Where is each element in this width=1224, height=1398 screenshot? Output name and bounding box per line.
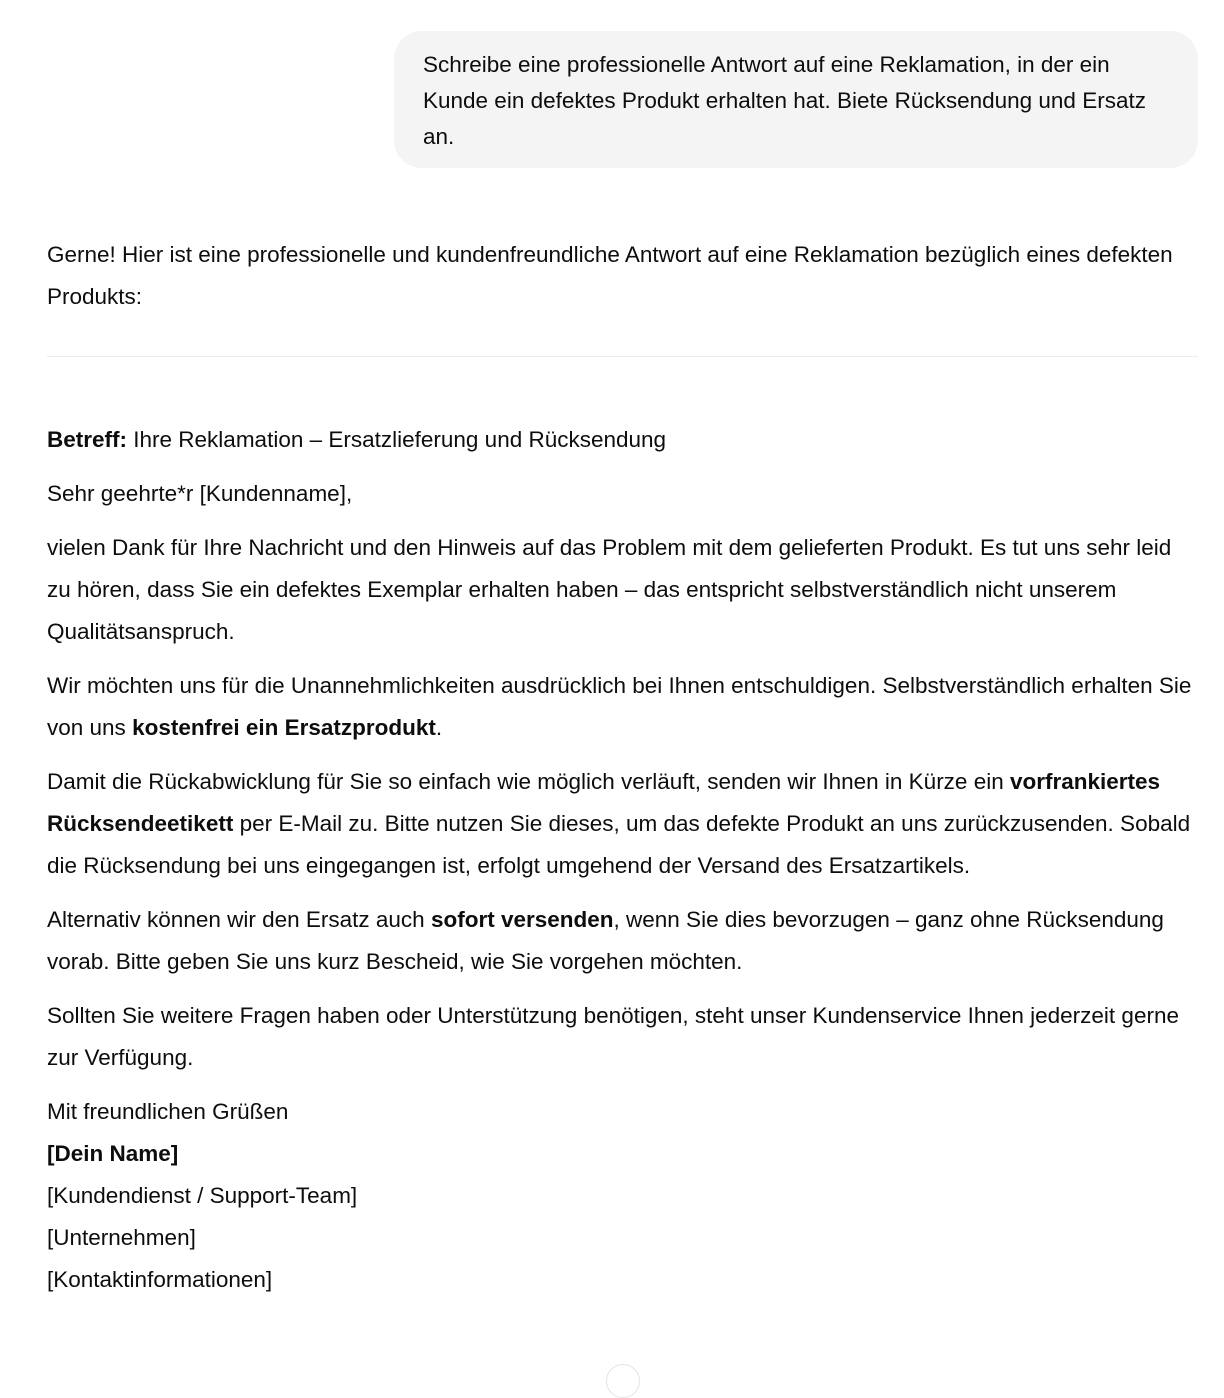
- subject-text: Ihre Reklamation – Ersatzlieferung und Rücksendung: [127, 427, 667, 452]
- signature-contact: [Kontaktinformationen]: [47, 1267, 273, 1292]
- closing-line: Mit freundlichen Grüßen: [47, 1099, 289, 1124]
- email-paragraph-2: [47, 665, 1198, 749]
- email-subject: [47, 419, 1198, 461]
- user-message-bubble: [394, 31, 1198, 168]
- divider: [47, 356, 1198, 357]
- assistant-message: [47, 234, 1198, 1313]
- paragraph-4-text: Alternativ können wir den Ersatz auch: [47, 907, 431, 932]
- email-paragraph-3: [47, 761, 1198, 887]
- subject-label: Betreff:: [47, 427, 128, 452]
- signature-team: [Kundendienst / Support-Team]: [47, 1183, 358, 1208]
- assistant-intro: Gerne! Hier ist eine professionelle und kundenfreundliche Antwort auf eine Reklamation bezüglich eines defekten Produkts:: [47, 242, 1173, 309]
- paragraph-3-text: Damit die Rückabwicklung für Sie so einfach wie möglich verläuft, senden wir Ihnen in Kürze ein: [47, 769, 1010, 794]
- signature-name: [Dein Name]: [47, 1141, 179, 1166]
- paragraph-2-text: Wir möchten uns für die Unannehmlichkeiten ausdrücklich bei Ihnen entschuldigen. Selbstverständlich erhalten Sie von uns: [47, 673, 1192, 740]
- paragraph-4-bold: sofort versenden: [430, 907, 614, 932]
- paragraph-3-bold: vorfrankiertes Rücksendeetikett: [47, 769, 1161, 836]
- email-paragraph-4: [47, 899, 1198, 983]
- scroll-down-button[interactable]: [606, 1364, 640, 1398]
- email-signature: [47, 1091, 1198, 1301]
- paragraph-2-bold: kostenfrei ein Ersatzprodukt: [132, 715, 436, 740]
- paragraph-3-end: per E-Mail zu. Bitte nutzen Sie dieses, um das defekte Produkt an uns zurückzusenden. Sobald die Rücksendung bei uns eingegangen ist, erfolgt umgehend der Versand des Ersatzartikels.: [47, 811, 1191, 878]
- email-paragraph-5: Sollten Sie weitere Fragen haben oder Unterstützung benötigen, steht unser Kundenservice Ihnen jederzeit gerne zur Verfügung.: [47, 1003, 1179, 1070]
- email-paragraph-1: vielen Dank für Ihre Nachricht und den Hinweis auf das Problem mit dem gelieferten Produkt. Es tut uns sehr leid zu hören, dass Sie ein defektes Exemplar erhalten haben – das entspricht selbstverständlich nicht unserem Qualitätsanspruch.: [47, 535, 1172, 644]
- signature-company: [Unternehmen]: [47, 1225, 196, 1250]
- email-salutation: Sehr geehrte*r [Kundenname],: [47, 481, 353, 506]
- paragraph-2-end: .: [435, 715, 443, 740]
- user-message-text: Schreibe eine professionelle Antwort auf eine Reklamation, in der ein Kunde ein defektes Produkt erhalten hat. Biete Rücksendung und Ersatz an.: [423, 52, 1146, 149]
- paragraph-4-end: , wenn Sie dies bevorzugen – ganz ohne Rücksendung vorab. Bitte geben Sie uns kurz Bescheid, wie Sie vorgehen möchten.: [47, 907, 1164, 974]
